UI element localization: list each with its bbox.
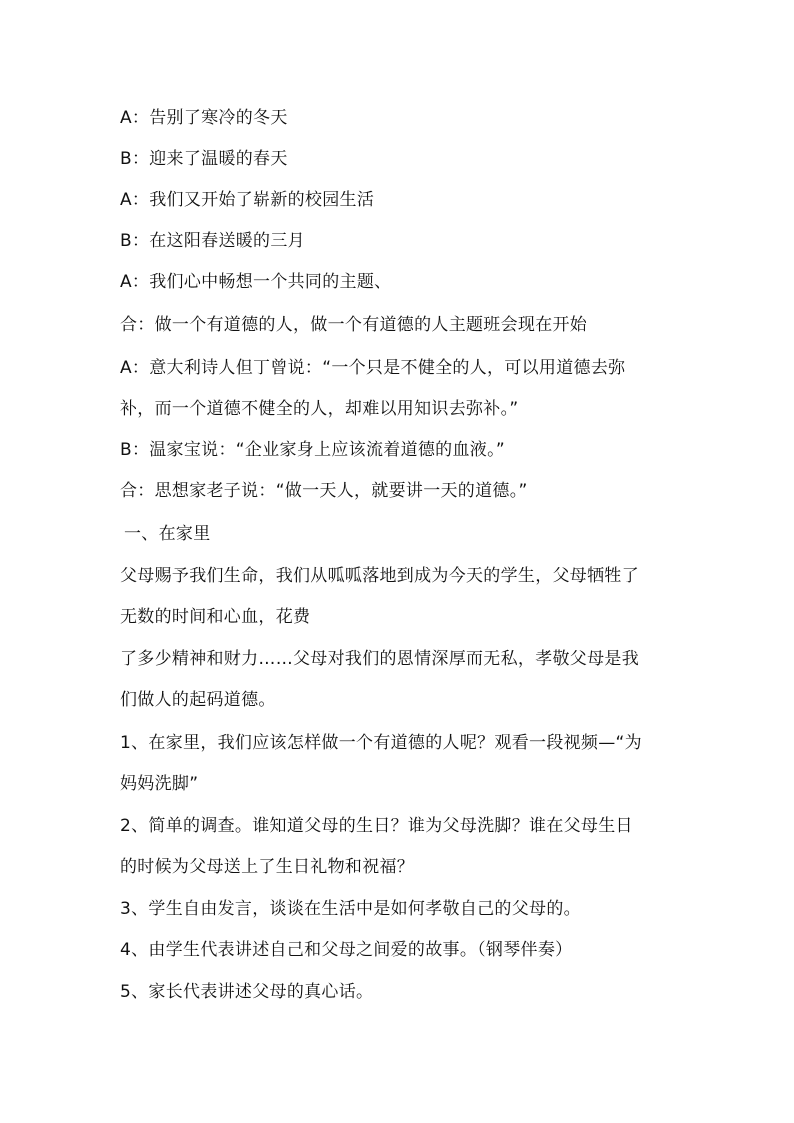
paragraph-line: 无数的时间和心血，花费 bbox=[120, 607, 311, 627]
list-item: 2、简单的调查。谁知道父母的生日？谁为父母洗脚？谁在父母生日 bbox=[120, 816, 633, 836]
list-item: 3、学生自由发言，谈谈在生活中是如何孝敬自己的父母的。 bbox=[120, 899, 581, 919]
dialogue-line: A：我们又开始了崭新的校园生活 bbox=[120, 190, 375, 210]
dialogue-line: A：意大利诗人但丁曾说：“一个只是不健全的人，可以用道德去弥 bbox=[120, 358, 626, 378]
list-item-continued: 的时候为父母送上了生日礼物和祝福？ bbox=[120, 857, 415, 877]
dialogue-line: A：告别了寒冷的冬天 bbox=[120, 108, 288, 128]
paragraph-line: 了多少精神和财力……父母对我们的恩情深厚而无私，孝敬父母是我 bbox=[120, 649, 639, 669]
dialogue-line-continued: 补，而一个道德不健全的人，却难以用知识去弥补。” bbox=[120, 399, 519, 419]
paragraph-line: 父母赐予我们生命，我们从呱呱落地到成为今天的学生，父母牺牲了 bbox=[120, 566, 639, 586]
dialogue-line: 合：思想家老子说：“做一天人，就要讲一天的道德。” bbox=[120, 481, 528, 501]
list-item-continued: 妈妈洗脚” bbox=[120, 774, 199, 794]
dialogue-line: A：我们心中畅想一个共同的主题、 bbox=[120, 272, 392, 292]
dialogue-line: B：迎来了温暖的春天 bbox=[120, 149, 288, 169]
list-item: 4、由学生代表讲述自己和父母之间爱的故事。（钢琴伴奏） bbox=[120, 940, 573, 960]
dialogue-line: B：温家宝说：“企业家身上应该流着道德的血液。” bbox=[120, 440, 505, 460]
dialogue-line: 合：做一个有道德的人，做一个有道德的人主题班会现在开始 bbox=[120, 315, 588, 335]
section-heading: 一、在家里 bbox=[124, 524, 211, 544]
paragraph-line: 们做人的起码道德。 bbox=[120, 690, 276, 710]
list-item: 5、家长代表讲述父母的真心话。 bbox=[120, 982, 374, 1002]
dialogue-line: B：在这阳春送暖的三月 bbox=[120, 231, 305, 251]
list-item: 1、在家里，我们应该怎样做一个有道德的人呢？观看一段视频—“为 bbox=[120, 733, 642, 753]
